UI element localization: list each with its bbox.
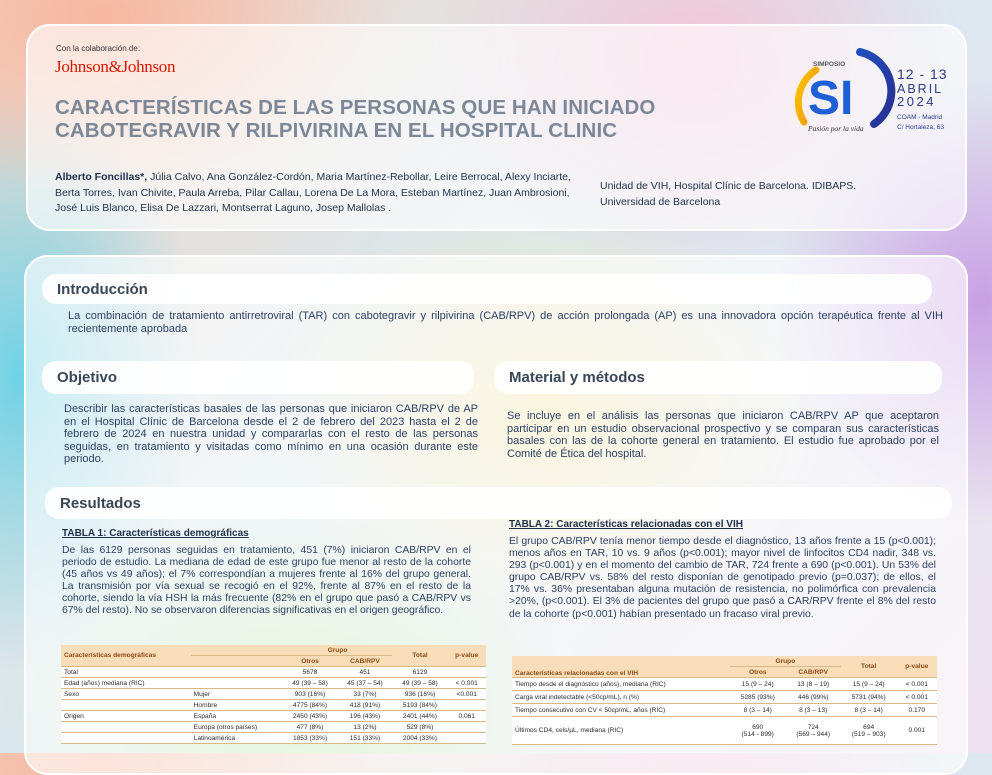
table-row (61, 733, 486, 744)
author-list (55, 170, 575, 217)
table-cell: 903 (16%) (283, 689, 338, 700)
table-row (61, 678, 486, 689)
logo-year: 2024 (897, 94, 936, 109)
table-cell: Edad (años) mediana (RIC) (61, 678, 283, 689)
cell-line: 694 (863, 723, 875, 731)
material-text: Se incluye en el análisis las personas que iniciaron CAB/RPV AP que aceptaron participar en un estudio observacional prospectivo y se comparan sus características basales con las de la cohorte general en tratamiento. El estudio fue aprobado por el Comité de Ética del hospital. (507, 410, 939, 460)
tabla2-table (512, 656, 937, 745)
table-row (61, 700, 486, 711)
table-row (512, 678, 937, 691)
table-cell (786, 717, 841, 745)
tabla2-header-label: Características relacionadas con el VIH (512, 656, 730, 678)
logo-address: C/ Hortaleza, 63 (897, 124, 944, 131)
table-cell: 451 (337, 667, 392, 678)
table-cell: 15 (9 – 24) (730, 678, 786, 691)
symposium-logo (786, 42, 956, 138)
table-cell: < 0.001 (897, 691, 937, 704)
introduccion-text: La combinación de tratamiento antirretroviral (TAR) con cabotegravir y rilpivirina (CAB/RPV) de acción prolongada (AP) es una innovadora opción terapéutica frente al VIH recientemente aprobada (68, 310, 943, 335)
tabla2-header-cab: CAB/RPV (786, 667, 841, 678)
table-cell (61, 733, 191, 744)
tabla2-header-pvalue: p-value (897, 656, 937, 678)
table-cell: < 0.001 (447, 678, 486, 689)
objetivo-text: Describir las características basales de las personas que iniciaron CAB/RPV de AP en el Hospital Clínic de Barcelona desde el 2 de febrero del 2023 hasta el 2 de febrero de 2024 en nuestra unidad y compararlas con el resto de las personas seguidas, en tratamiento y visitadas como mínimo en una ocasión durante este periodo. (64, 403, 478, 466)
table-cell: Origen (61, 711, 191, 722)
section-heading-resultados: Resultados (45, 487, 952, 519)
cell-line: 724 (807, 723, 819, 731)
table-cell: 1853 (33%) (283, 733, 338, 744)
tabla2-header-group: Grupo (730, 656, 841, 667)
table-cell: 2401 (44%) (392, 711, 447, 722)
table-cell (447, 733, 486, 744)
affiliation (600, 179, 920, 210)
affiliation-line-1: Unidad de VIH, Hospital Clínic de Barcelona. IDIBAPS. (600, 180, 857, 192)
logo-simposio: SIMPOSIO (813, 61, 846, 68)
tabla1-header-pvalue: p-value (447, 645, 486, 667)
table-cell: 0.061 (447, 711, 486, 722)
table-cell: 8 (3 – 14) (841, 704, 897, 717)
table-cell: Hombre (191, 700, 283, 711)
table-cell: 196 (43%) (337, 711, 392, 722)
table-row (512, 691, 937, 704)
tabla2-header-total: Total (841, 656, 897, 678)
tabla2-title: TABLA 2: Características relacionadas con el VIH (509, 519, 743, 530)
poster-title: CARACTERÍSTICAS DE LAS PERSONAS QUE HAN INICIADO CABOTEGRAVIR Y RILPIVIRINA EN EL HOSPITAL CLINIC (55, 96, 656, 142)
table-row (61, 667, 486, 678)
tabla2-header-otros: Otros (730, 667, 786, 678)
table-cell (447, 667, 486, 678)
table-cell: 446 (99%) (786, 691, 841, 704)
collaboration-label: Con la colaboración de: (56, 44, 141, 53)
tabla1-header-label: Características demográficas (61, 645, 191, 667)
affiliation-line-2: Universidad de Barcelona (600, 195, 721, 208)
table-cell: 151 (33%) (337, 733, 392, 744)
table-cell: 5285 (93%) (730, 691, 786, 704)
table-cell: 2450 (43%) (283, 711, 338, 722)
cell-line: (569 – 944) (796, 730, 831, 738)
table-cell: Latinoamérica (191, 733, 283, 744)
table-row (512, 717, 937, 745)
section-heading-introduccion: Introducción (42, 274, 932, 304)
first-author: Alberto Foncillas*, (55, 171, 148, 183)
table-cell: España (191, 711, 283, 722)
table-cell (61, 722, 191, 733)
table-cell: Europa (otros países) (191, 722, 283, 733)
table-cell: Tiempo consecutivo con CV < 50cp/mL, años (RIC) (512, 704, 730, 717)
table-cell: Tiempo desde el diagnóstico (años), mediana (RIC) (512, 678, 730, 691)
table-cell: 8 (3 – 13) (786, 704, 841, 717)
table-cell (841, 717, 897, 745)
tabla1-text: De las 6129 personas seguidas en tratamiento, 451 (7%) iniciaron CAB/RPV en el periodo de estudio. La mediana de edad de este grupo fue menor al resto de la cohorte (45 años vs 49 años); el 7% correspondían a mujeres frente al 16% del grupo general. La transmisión por vía sexual se recogió en el 92%, frente al 87% en el resto de la cohorte, siendo la vía HSH la más frecuente (82% en el grupo que pasó a CAB/RPV vs 67% del resto). No se observaron diferencias significativas en el origen geográfico. (62, 545, 471, 617)
table-cell: <0.001 (447, 689, 486, 700)
table-cell (730, 717, 786, 745)
table-cell: 8 (3 – 14) (730, 704, 786, 717)
table-cell: 418 (91%) (337, 700, 392, 711)
table-row (512, 704, 937, 717)
table-cell: < 0.001 (897, 678, 937, 691)
tabla1-table (61, 645, 486, 744)
table-cell: 936 (16%) (392, 689, 447, 700)
table-cell: 13 (8 – 19) (786, 678, 841, 691)
logo-dates: 12 - 13 (897, 66, 948, 82)
table-cell: 4775 (84%) (283, 700, 338, 711)
table-cell: 15 (9 – 24) (841, 678, 897, 691)
table-cell: 49 (39 – 58) (283, 678, 338, 689)
tabla2-text: El grupo CAB/RPV tenía menor tiempo desde el diagnóstico, 13 años frente a 15 (p<0.001); menos años en TAR, 10 vs. 9 años (p<0.001); mayor nivel de linfocitos CD4 nadir, 348 vs. 293 (p<0.001) y en el momento del cambio de TAR, 724 frente a 690 (p<0.001). Un 53% del grupo CAB/RPV vs. 58% del resto disponían de genotipado previo (p=0.037); de ellos, el 17% vs. 36% presentaban alguna mutación de resistencia, no polimórfica con prevalencia >20%, (p<0.001). El 3% de pacientes del grupo que pasó a CAR/RPV frente el 8% del resto de la cohorte (p<0.001) habían presentado un fracaso viral previo. (509, 536, 936, 620)
cell-line: 690 (752, 723, 764, 731)
table-cell: Últimos CD4, cels/µL, mediana (RIC) (512, 717, 730, 745)
table-cell: Carga viral indetectable (<50cp/mL), n (%) (512, 691, 730, 704)
table-row (61, 689, 486, 700)
tabla1-header-group: Grupo (283, 645, 393, 656)
tabla1-header-cab: CAB/RPV (337, 656, 392, 667)
logo-tagline: Pasión por la vida (808, 124, 864, 133)
table-cell: 5678 (283, 667, 338, 678)
other-authors: Júlia Calvo, Ana González-Cordón, Maria Martínez-Rebollar, Leire Berrocal, Alexy Inciarte, Berta Torres, Ivan Chivite, Paula Arreba, Pilar Callau, Lorena De La Mora, Esteban Martínez, Juan Ambrosioni, José Luis Blanco, Elisa De Lazzari, Montserrat Laguno, Josep Mallolas . (55, 171, 571, 214)
table-row (61, 722, 486, 733)
table-cell: 6129 (392, 667, 447, 678)
table-cell: 477 (8%) (283, 722, 338, 733)
section-heading-objetivo: Objetivo (42, 361, 474, 394)
table-cell: 33 (7%) (337, 689, 392, 700)
table-cell (447, 700, 486, 711)
table-cell: Mujer (191, 689, 283, 700)
table-cell: Sexo (61, 689, 191, 700)
table-cell: 13 (2%) (337, 722, 392, 733)
tabla1-title: TABLA 1: Características demográficas (62, 528, 249, 539)
table-cell: 0.001 (897, 717, 937, 745)
table-cell: 2004 (33%) (392, 733, 447, 744)
table-cell (191, 667, 283, 678)
table-cell: 529 (8%) (392, 722, 447, 733)
tabla1-header-otros: Otros (283, 656, 338, 667)
table-cell (61, 700, 191, 711)
cell-line: (514 - 899) (741, 730, 774, 738)
sponsor-logo: Johnson&Johnson (55, 57, 176, 76)
table-cell: 5193 (84%) (392, 700, 447, 711)
logo-letters: SI (808, 72, 854, 125)
section-heading-material: Material y métodos (494, 361, 942, 394)
logo-venue: COAM - Madrid (897, 114, 943, 121)
table-cell: 0.170 (897, 704, 937, 717)
table-cell (447, 722, 486, 733)
table-cell: Total (61, 667, 191, 678)
tabla1-header-total: Total (392, 645, 447, 667)
cell-line: (519 – 903) (851, 730, 886, 738)
table-cell: 49 (39 – 58) (392, 678, 447, 689)
table-row (61, 711, 486, 722)
logo-month: ABRIL (897, 82, 944, 96)
table-cell: 45 (37 – 54) (337, 678, 392, 689)
table-cell: 5731 (94%) (841, 691, 897, 704)
